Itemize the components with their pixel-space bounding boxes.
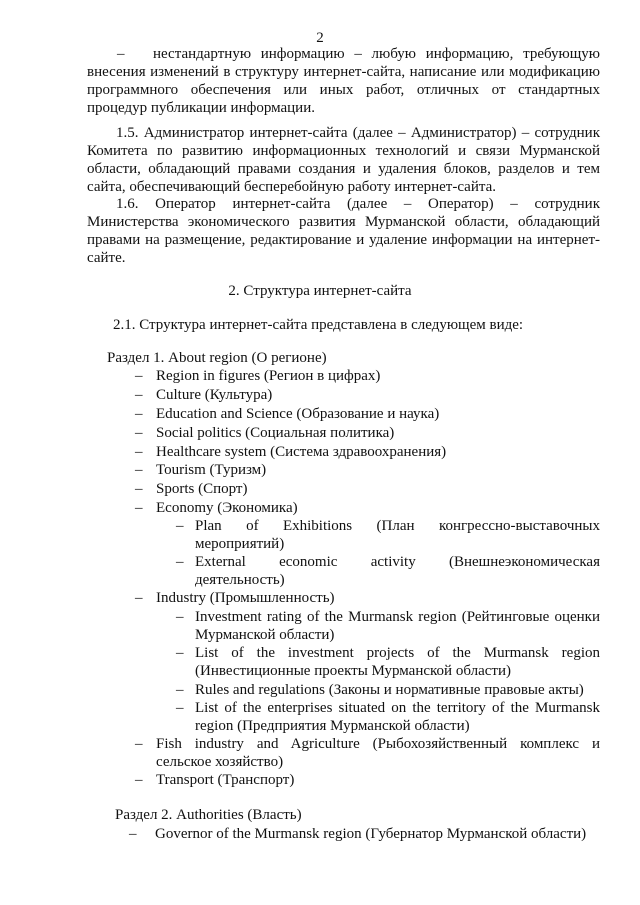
section-heading: 2. Структура интернет-сайта [228,283,412,299]
list-item: – Tourism (Туризм) [135,462,267,478]
administrator-paragraph: 1.5. Администратор интернет-сайта (далее – Администратор) – сотрудник Комитета по развитию информационных технологий и связи Мурманской области, обладающий правами создания и удаления блоков, разделов и тем сайта, обеспечивающий бесперебойную работу интернет-сайта. [87,125,600,195]
sub-list-item: – List of the enterprises situated on the territory of the Murmansk region (Предприятия Мурманской области) [176,700,600,734]
page-number: 2 [316,30,324,46]
list-item: – Governor of the Murmansk region (Губернатор Мурманской области) [129,826,587,842]
definition-text: нестандартную информацию – любую информацию, требующую внесения изменений в структуру интернет-сайта, написание или модификацию программного обеспечения или иных работ, отличных от стандартных процедур публикации информации. [87,46,600,116]
section-intro: 2.1. Структура интернет-сайта представлена в следующем виде: [113,317,524,333]
list-item: – Transport (Транспорт) [135,772,295,788]
operator-paragraph: 1.6. Оператор интернет-сайта (далее – Оператор) – сотрудник Министерства экономического развития Мурманской области, обладающий правами на размещение, редактирование и удаление информации на интернет-сайте. [87,196,600,266]
sub-list-item: – List of the investment projects of the Murmansk region (Инвестиционные проекты Мурманской области) [176,645,600,679]
list-item: – Economy (Экономика) [135,500,298,516]
list-item: – Culture (Культура) [135,387,273,403]
sub-list-item: – External economic activity (Внешнеэкономическая деятельность) [176,554,600,588]
list-item: – Region in figures (Регион в цифрах) [135,368,381,384]
list-item: – Social politics (Социальная политика) [135,425,395,441]
sub-list-item: – Plan of Exhibitions (План конгрессно-выставочных мероприятий) [176,518,600,552]
list-item: – Fish industry and Agriculture (Рыбохозяйственный комплекс и сельское хозяйство) [135,736,600,770]
list-item: – Healthcare system (Система здравоохранения) [135,444,447,460]
razdel-1-title: Раздел 1. About region (О регионе) [107,350,327,366]
sub-list-item: – Investment rating of the Murmansk region (Рейтинговые оценки Мурманской области) [176,609,600,643]
list-dash: – [117,46,125,62]
razdel-2-title: Раздел 2. Authorities (Власть) [115,807,302,823]
list-item: – Education and Science (Образование и наука) [135,406,440,422]
list-item: – Industry (Промышленность) [135,590,335,606]
definition-paragraph [87,45,600,117]
list-item: – Sports (Спорт) [135,481,248,497]
sub-list-item: – Rules and regulations (Законы и нормативные правовые акты) [176,682,584,698]
